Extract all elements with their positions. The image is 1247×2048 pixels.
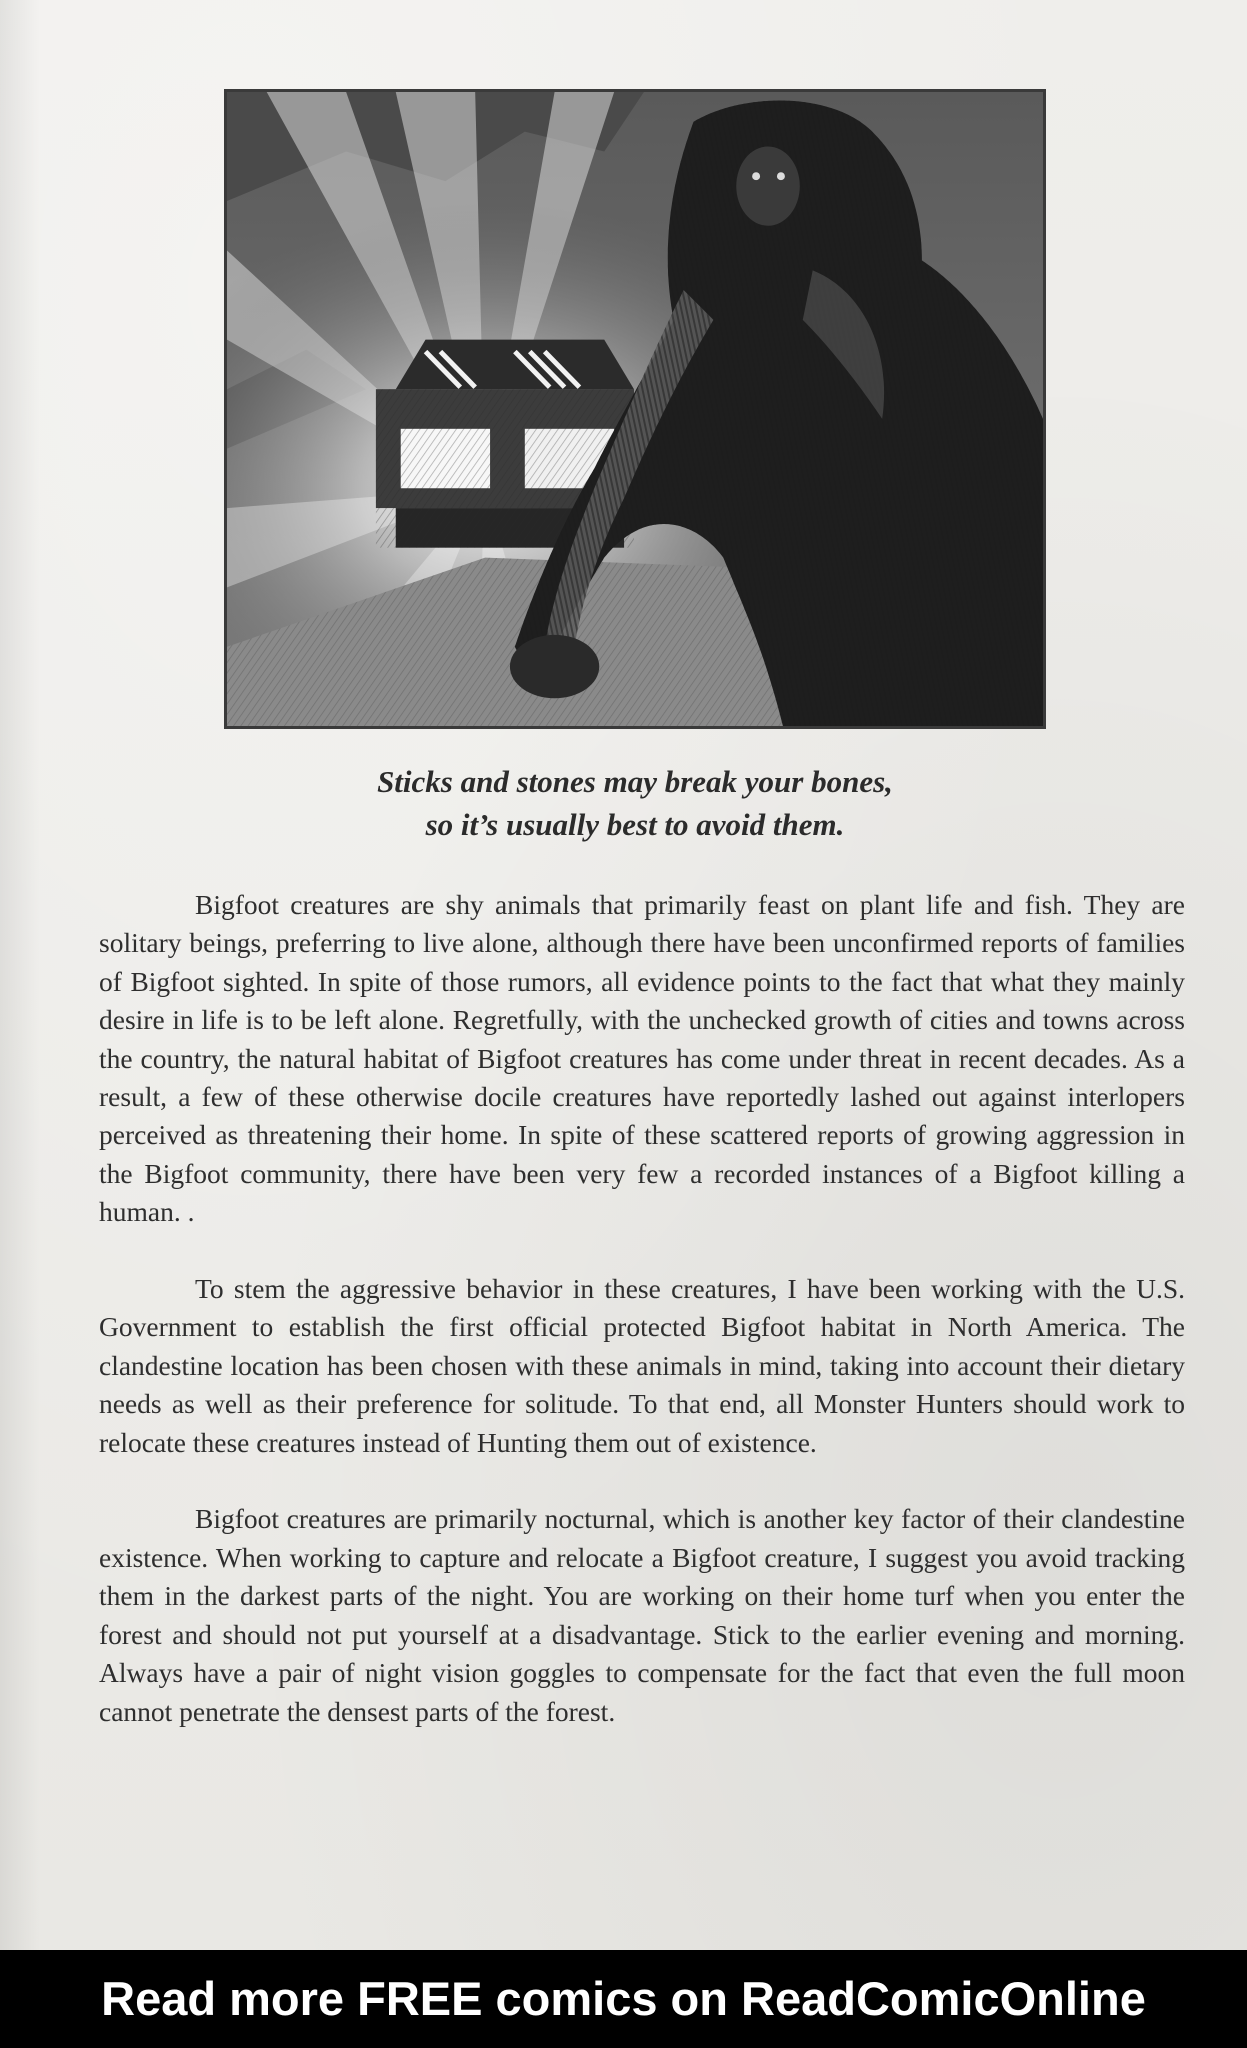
paragraph-nocturnal-tracking: Bigfoot creatures are primarily nocturnal, which is another key factor of their clandestine existence. When working to capture and relocate a Bigfoot creature, I suggest you avoid tracking them in the darkest parts of the night. You are working on their home turf when you enter the forest and should not put yourself at a disadvantage. Stick to the earlier evening and morning. Always have a pair of night vision goggles to compensate for the fact that even the full moon cannot penetrate the densest parts of the forest. xyxy=(99,1503,1185,1727)
bigfoot-illustration xyxy=(224,89,1046,729)
promo-banner-text: Read more FREE comics on ReadComicOnline xyxy=(101,1972,1146,2025)
bigfoot-truck-scene-image xyxy=(227,92,1043,726)
promo-banner[interactable] xyxy=(0,1950,1247,2048)
paragraph-protected-habitat: To stem the aggressive behavior in these creatures, I have been working with the U.S. Government to establish the first official protected Bigfoot habitat in North America. The clandestine location has been chosen with these animals in mind, taking into account their dietary needs as well as their preference for solitude. To that end, all Monster Hunters should work to relocate these creatures instead of Hunting them out of existence. xyxy=(99,1273,1185,1458)
paragraph-diet-and-habitat: Bigfoot creatures are shy animals that primarily feast on plant life and fish. They are solitary beings, preferring to live alone, although there have been unconfirmed reports of families of Bigfoot sighted. In spite of those rumors, all evidence points to the fact that what they mainly desire in life is to be left alone. Regretfully, with the unchecked growth of cities and towns across the country, the natural habitat of Bigfoot creatures has come under threat in recent decades. As a result, a few of these otherwise docile creatures have reportedly lashed out against interlopers perceived as threatening their home. In spite of these scattered reports of growing aggression in the Bigfoot community, there have been very few a recorded instances of a Bigfoot killing a human. . xyxy=(99,889,1185,1228)
illustration-caption xyxy=(224,760,1046,846)
caption-line-1: Sticks and stones may break your bones, xyxy=(377,764,893,799)
article-body xyxy=(99,886,1185,1769)
caption-line-2: so it’s usually best to avoid them. xyxy=(425,807,845,842)
